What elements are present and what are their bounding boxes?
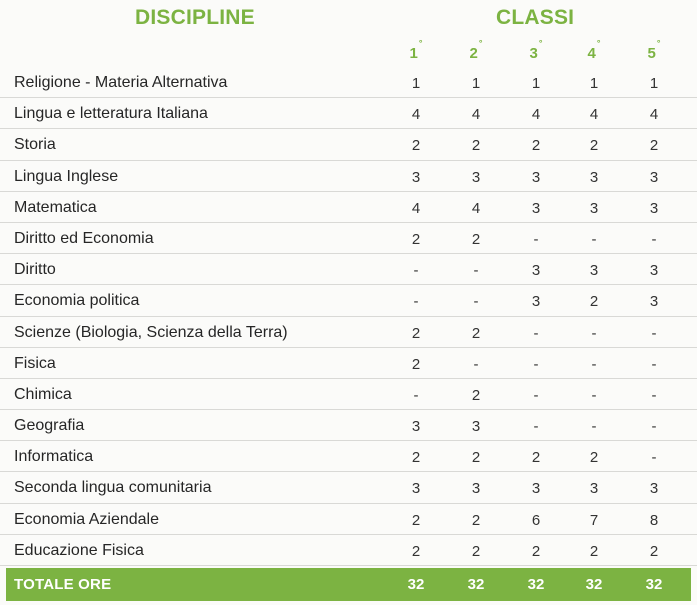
hours-class-5: 3 bbox=[649, 293, 659, 311]
hours-class-2: 3 bbox=[471, 480, 481, 498]
hours-class-1: - bbox=[413, 386, 419, 404]
hours-class-2: 3 bbox=[471, 168, 481, 186]
table-row bbox=[0, 192, 697, 223]
hours-class-2: - bbox=[473, 262, 479, 280]
hours-class-4: 2 bbox=[589, 137, 599, 155]
subject-name: Diritto bbox=[14, 261, 56, 279]
hours-class-5: - bbox=[651, 449, 657, 467]
hours-class-1: 4 bbox=[411, 199, 421, 217]
hours-class-5: - bbox=[651, 386, 657, 404]
hours-class-5: - bbox=[651, 418, 657, 436]
subject-name: Matematica bbox=[14, 198, 97, 216]
hours-class-2: 2 bbox=[471, 137, 481, 155]
class-4-header: 4° bbox=[587, 38, 601, 62]
subject-name: Fisica bbox=[14, 354, 56, 372]
hours-class-5: - bbox=[651, 355, 657, 373]
hours-class-1: 2 bbox=[411, 355, 421, 373]
hours-class-3: - bbox=[533, 418, 539, 436]
hours-class-3: 6 bbox=[531, 511, 541, 529]
hours-class-1: - bbox=[413, 262, 419, 280]
total-class-1: 32 bbox=[407, 576, 425, 593]
hours-class-5: 8 bbox=[649, 511, 659, 529]
hours-class-3: 3 bbox=[531, 262, 541, 280]
class-header-row bbox=[0, 38, 697, 66]
hours-class-1: 4 bbox=[411, 106, 421, 124]
hours-class-4: 2 bbox=[589, 542, 599, 560]
hours-class-4: 3 bbox=[589, 480, 599, 498]
total-class-5: 32 bbox=[645, 576, 663, 593]
table-row bbox=[0, 441, 697, 472]
subject-name: Seconda lingua comunitaria bbox=[14, 479, 212, 497]
hours-class-5: - bbox=[651, 324, 657, 342]
hours-class-5: - bbox=[651, 230, 657, 248]
hours-class-2: - bbox=[473, 293, 479, 311]
hours-class-4: 4 bbox=[589, 106, 599, 124]
hours-class-4: 1 bbox=[589, 75, 599, 92]
hours-class-3: 3 bbox=[531, 168, 541, 186]
hours-class-1: - bbox=[413, 293, 419, 311]
class-3-header: 3° bbox=[529, 38, 543, 62]
hours-class-5: 2 bbox=[649, 542, 659, 560]
table-row bbox=[0, 67, 697, 98]
class-2-header: 2° bbox=[469, 38, 483, 62]
hours-class-3: 3 bbox=[531, 480, 541, 498]
hours-class-4: 2 bbox=[589, 449, 599, 467]
hours-class-5: 3 bbox=[649, 480, 659, 498]
subject-name: Geografia bbox=[14, 417, 85, 435]
hours-class-4: - bbox=[591, 230, 597, 248]
hours-class-2: 4 bbox=[471, 106, 481, 124]
hours-class-2: 3 bbox=[471, 418, 481, 436]
hours-class-4: 7 bbox=[589, 511, 599, 529]
hours-class-1: 2 bbox=[411, 511, 421, 529]
hours-class-2: 2 bbox=[471, 511, 481, 529]
hours-class-5: 3 bbox=[649, 262, 659, 280]
table-row bbox=[0, 161, 697, 192]
hours-class-3: - bbox=[533, 230, 539, 248]
hours-class-3: - bbox=[533, 386, 539, 404]
hours-class-1: 3 bbox=[411, 168, 421, 186]
hours-class-1: 2 bbox=[411, 324, 421, 342]
hours-class-5: 3 bbox=[649, 199, 659, 217]
total-class-2: 32 bbox=[467, 576, 485, 593]
hours-class-4: 3 bbox=[589, 199, 599, 217]
total-label: TOTALE ORE bbox=[14, 576, 112, 593]
hours-class-3: 1 bbox=[531, 75, 541, 92]
hours-class-4: - bbox=[591, 355, 597, 373]
table-row bbox=[0, 535, 697, 566]
table-row bbox=[0, 504, 697, 535]
hours-class-3: 3 bbox=[531, 199, 541, 217]
hours-class-3: 2 bbox=[531, 542, 541, 560]
hours-class-1: 2 bbox=[411, 137, 421, 155]
hours-class-1: 3 bbox=[411, 418, 421, 436]
hours-class-3: 4 bbox=[531, 106, 541, 124]
hours-class-1: 2 bbox=[411, 449, 421, 467]
class-1-header: 1° bbox=[409, 38, 423, 62]
hours-class-2: 2 bbox=[471, 542, 481, 560]
hours-class-4: 3 bbox=[589, 168, 599, 186]
hours-class-5: 4 bbox=[649, 106, 659, 124]
hours-class-4: - bbox=[591, 324, 597, 342]
table-row bbox=[0, 285, 697, 316]
classes-heading: CLASSI bbox=[496, 6, 575, 29]
subject-name: Diritto ed Economia bbox=[14, 229, 154, 247]
total-row bbox=[6, 568, 691, 601]
subject-name: Scienze (Biologia, Scienza della Terra) bbox=[14, 323, 288, 341]
hours-class-2: 4 bbox=[471, 199, 481, 217]
total-class-4: 32 bbox=[585, 576, 603, 593]
hours-class-3: - bbox=[533, 355, 539, 373]
hours-class-3: 2 bbox=[531, 137, 541, 155]
subject-name: Educazione Fisica bbox=[14, 541, 144, 559]
table-row bbox=[0, 129, 697, 160]
hours-class-5: 2 bbox=[649, 137, 659, 155]
table-row bbox=[0, 98, 697, 129]
subject-name: Economia Aziendale bbox=[14, 510, 159, 528]
hours-class-3: 3 bbox=[531, 293, 541, 311]
subject-name: Chimica bbox=[14, 385, 72, 403]
hours-class-2: 2 bbox=[471, 324, 481, 342]
hours-class-5: 1 bbox=[649, 75, 659, 92]
hours-class-2: - bbox=[473, 355, 479, 373]
hours-class-1: 2 bbox=[411, 230, 421, 248]
hours-class-2: 2 bbox=[471, 386, 481, 404]
total-class-3: 32 bbox=[527, 576, 545, 593]
subject-name: Informatica bbox=[14, 448, 94, 466]
hours-class-2: 2 bbox=[471, 449, 481, 467]
hours-class-4: - bbox=[591, 418, 597, 436]
subject-name: Storia bbox=[14, 136, 56, 154]
table-row bbox=[0, 410, 697, 441]
subject-name: Religione - Materia Alternativa bbox=[14, 74, 228, 91]
table-row bbox=[0, 317, 697, 348]
subject-name: Lingua e letteratura Italiana bbox=[14, 105, 208, 123]
subject-name: Economia politica bbox=[14, 292, 140, 310]
table-row bbox=[0, 348, 697, 379]
hours-class-1: 3 bbox=[411, 480, 421, 498]
table-row bbox=[0, 223, 697, 254]
hours-class-5: 3 bbox=[649, 168, 659, 186]
subject-name: Lingua Inglese bbox=[14, 167, 119, 185]
class-5-header: 5° bbox=[647, 38, 661, 62]
hours-class-4: - bbox=[591, 386, 597, 404]
table-row bbox=[0, 379, 697, 410]
disciplines-heading: DISCIPLINE bbox=[135, 6, 255, 29]
table-row bbox=[0, 254, 697, 285]
hours-class-2: 1 bbox=[471, 75, 481, 92]
hours-class-4: 3 bbox=[589, 262, 599, 280]
hours-class-4: 2 bbox=[589, 293, 599, 311]
hours-class-3: - bbox=[533, 324, 539, 342]
subjects-table bbox=[0, 67, 697, 566]
table-row bbox=[0, 472, 697, 503]
hours-class-1: 2 bbox=[411, 542, 421, 560]
hours-class-3: 2 bbox=[531, 449, 541, 467]
hours-class-2: 2 bbox=[471, 230, 481, 248]
hours-class-1: 1 bbox=[411, 75, 421, 92]
